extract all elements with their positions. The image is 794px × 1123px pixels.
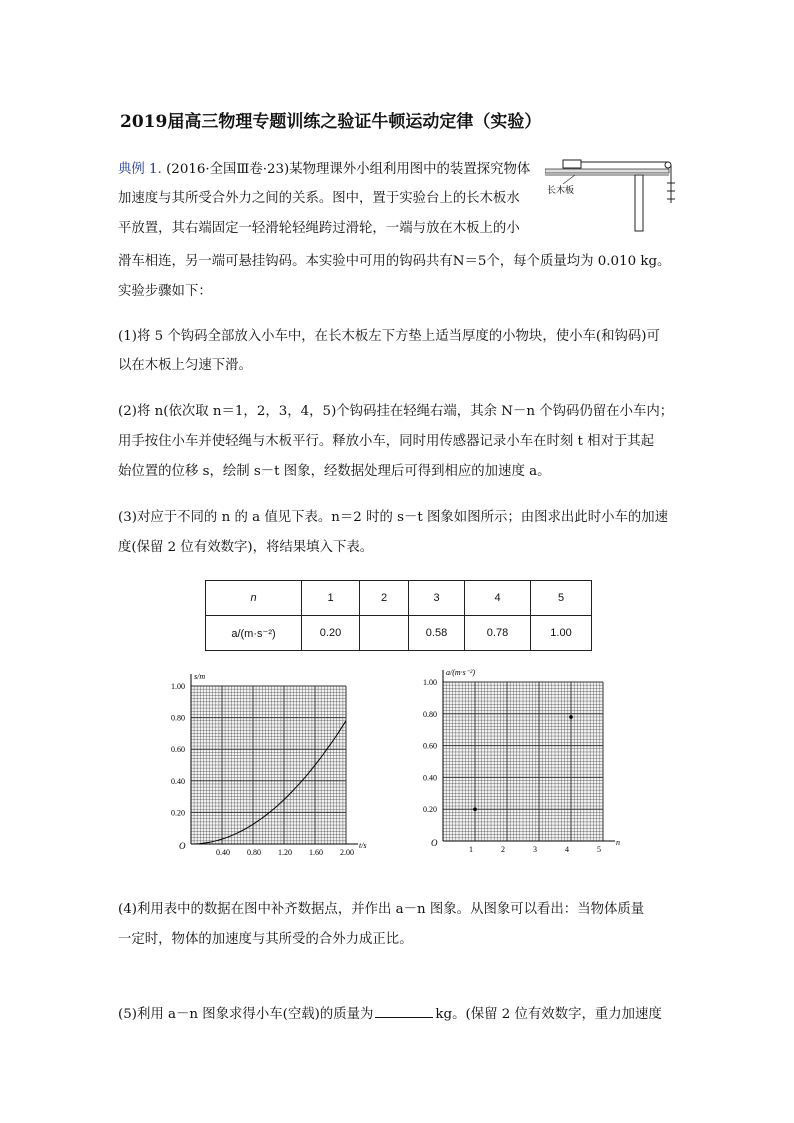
x-tick-label: 5 [597, 845, 601, 854]
x-tick-label: 3 [533, 845, 537, 854]
pulley [665, 162, 671, 168]
y-tick-label: 0.20 [423, 805, 437, 815]
example-label: 典例 1. [118, 162, 167, 177]
data-point [569, 715, 573, 719]
apparatus-label: 长木板 [547, 185, 575, 195]
example-line-1: 加速度与其所受合外力之间的关系。图中，置于实验台上的长木板水 [118, 191, 520, 206]
page-title: 2019届高三物理专题训练之验证牛顿运动定律（实验） [120, 112, 542, 132]
long-board [545, 169, 669, 173]
a-n-graph[interactable] [410, 660, 635, 860]
table-cell: 0.58 [409, 616, 465, 651]
step4-line-1: 一定时，物体的加速度与其所受的合外力成正比。 [118, 932, 413, 947]
step3-line-1: 度(保留 2 位有效数字)，将结果填入下表。 [118, 540, 374, 555]
step4-line-0: (4)利用表中的数据在图中补齐数据点，并作出 a－n 图象。从图象可以看出：当物体质量 [118, 902, 645, 917]
table-cell-blank[interactable] [360, 616, 409, 651]
x-axis-label: n [616, 838, 620, 847]
origin-label: O [431, 838, 438, 848]
example-line-3: 滑车相连，另一端可悬挂钩码。本实验中可用的钩码共有N＝5个，每个质量均为 0.010 kg。 [118, 254, 671, 269]
answer-blank[interactable] [375, 1004, 433, 1018]
table-header-cell: 2 [360, 581, 409, 616]
table-header-cell: 3 [409, 581, 465, 616]
x-tick-label: 2.00 [340, 848, 354, 857]
x-tick-label: 1.60 [309, 848, 323, 857]
example-line-2: 平放置，其右端固定一轻滑轮轻绳跨过滑轮，一端与放在木板上的小 [118, 221, 520, 236]
step5-text-post: kg。(保留 2 位有效数字，重力加速度 [435, 1007, 662, 1022]
table-cell: 1.00 [531, 616, 592, 651]
y-tick-label: 1.00 [423, 678, 437, 687]
step1-line-1: 以在木板上匀速下滑。 [118, 358, 252, 373]
step5-line [118, 1004, 662, 1024]
step2-line-2: 始位置的位移 s，绘制 s－t 图象，经数据处理后可得到相应的加速度 a。 [118, 464, 551, 479]
y-tick-label: 0.60 [423, 741, 437, 751]
step2-line-0: (2)将 n(依次取 n＝1，2，3，4，5)个钩码挂在轻绳右端，其余 N－n 个钩码仍留在小车内； [118, 404, 674, 419]
example-text: (2016·全国Ⅲ卷·23)某物理课外小组利用图中的装置探究物体 [166, 162, 531, 177]
example-line-4: 实验步骤如下： [118, 284, 212, 299]
apparatus-figure [545, 155, 675, 235]
x-tick-label: 2 [501, 845, 505, 854]
x-tick-label: 1 [469, 845, 473, 854]
table-header-cell: n [206, 581, 302, 616]
table-row-label: a/(m·s⁻²) [206, 616, 302, 651]
table-header-cell: 1 [302, 581, 360, 616]
x-tick-label: 0.40 [216, 848, 230, 857]
table-row [206, 616, 592, 651]
step2-line-1: 用手按住小车并使轻绳与木板平行。释放小车，同时用传感器记录小车在时刻 t 相对于其起 [118, 434, 655, 449]
y-tick-label: 0.80 [171, 713, 185, 723]
table-cell: 0.20 [302, 616, 360, 651]
data-table [205, 580, 592, 651]
table-leg [635, 175, 643, 231]
y-tick-label: 0.40 [423, 773, 437, 783]
y-tick-label: 0.80 [423, 709, 437, 719]
origin-label: O [179, 841, 186, 851]
y-tick-label: 0.40 [171, 776, 185, 786]
x-tick-label: 0.80 [247, 848, 261, 857]
step1-line-0: (1)将 5 个钩码全部放入小车中，在长木板左下方垫上适当厚度的小物块，使小车(和钩码)可 [118, 329, 660, 344]
y-tick-label: 0.60 [171, 745, 185, 755]
example-line-0 [118, 161, 530, 179]
y-axis-label: a/(m·s⁻²) [446, 668, 476, 677]
data-point [473, 807, 477, 811]
step5-text-pre: (5)利用 a－n 图象求得小车(空载)的质量为 [118, 1007, 374, 1022]
y-tick-label: 1.00 [171, 682, 185, 691]
x-tick-label: 1.20 [278, 848, 292, 857]
s-t-graph [160, 665, 400, 865]
table-cell: 0.78 [465, 616, 531, 651]
x-tick-label: 4 [565, 845, 569, 854]
y-axis-label: s/m [194, 672, 206, 681]
table-header-cell: 4 [465, 581, 531, 616]
cart [563, 160, 581, 168]
step3-line-0: (3)对应于不同的 n 的 a 值见下表。n＝2 时的 s－t 图象如图所示；由图求出此时小车的加速 [118, 510, 669, 525]
table-row [206, 581, 592, 616]
x-axis-label: t/s [359, 841, 367, 850]
y-tick-label: 0.20 [171, 808, 185, 818]
table-header-cell: 5 [531, 581, 592, 616]
